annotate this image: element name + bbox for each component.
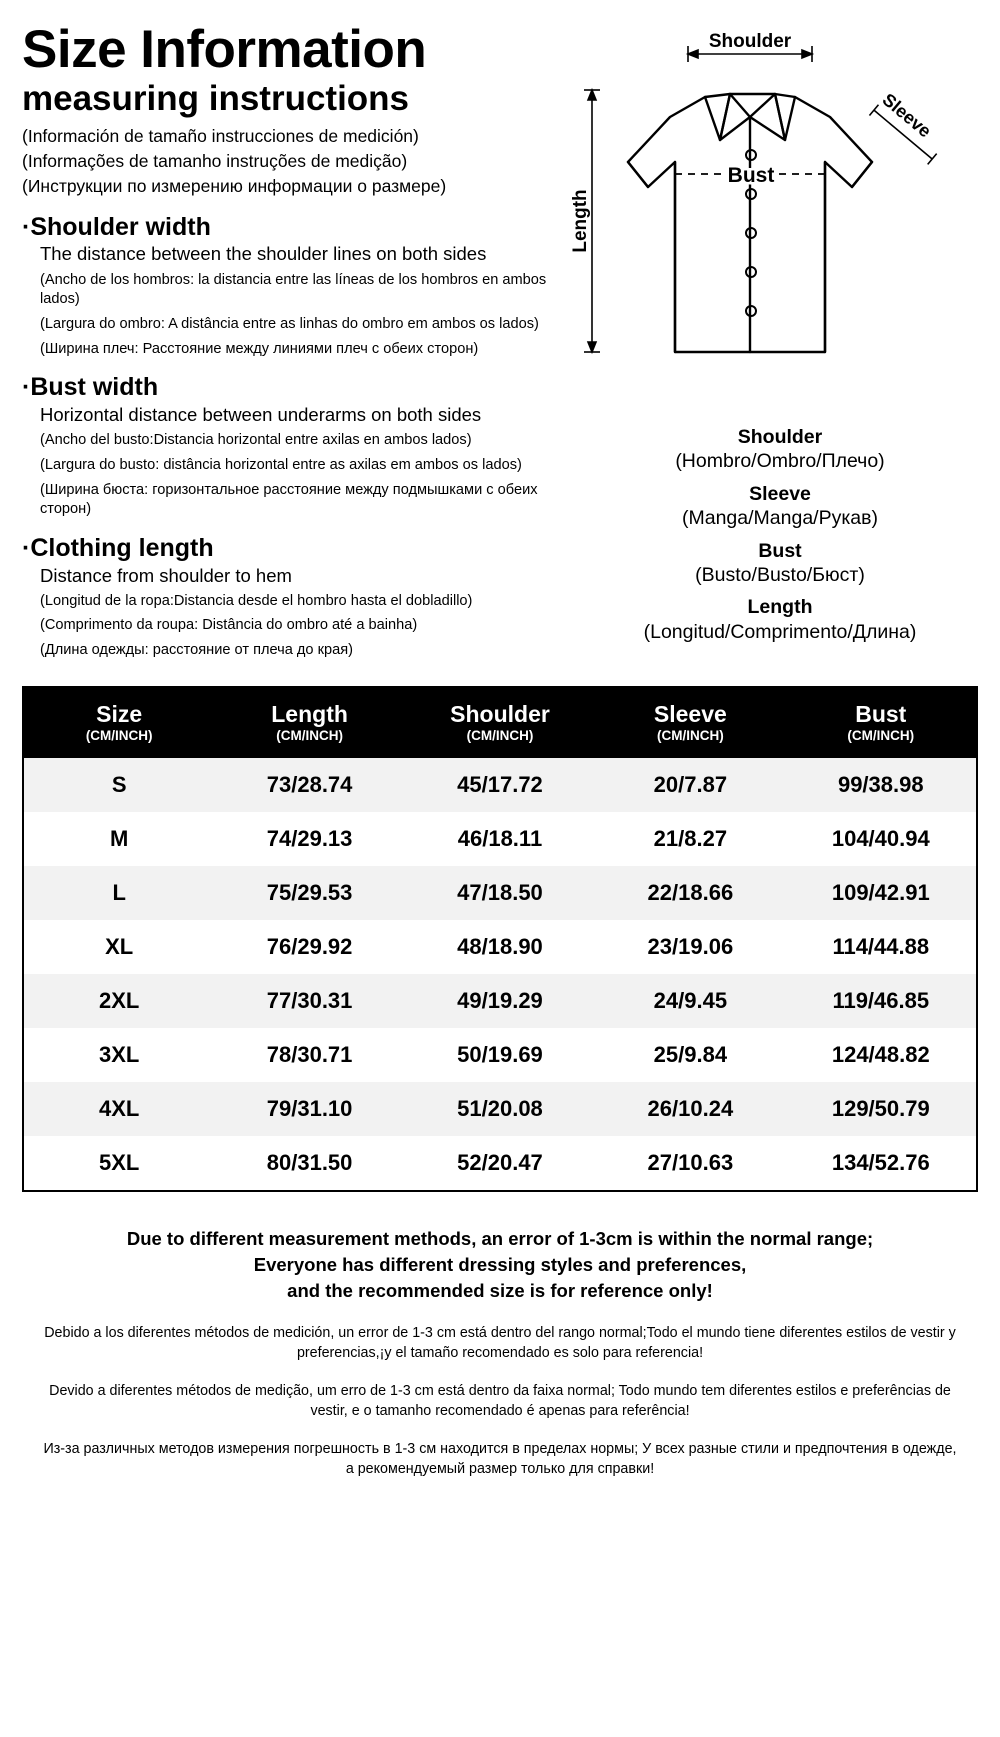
legend-item-sleeve [570, 483, 990, 531]
cell-length: 80/31.50 [214, 1136, 404, 1190]
cell-shoulder: 45/17.72 [405, 758, 595, 812]
cell-bust: 109/42.91 [786, 866, 976, 920]
legend-label: Length [747, 596, 813, 619]
footer-disclaimer [40, 1226, 960, 1479]
legend-translation: (Longitud/Comprimento/Длина) [643, 620, 917, 643]
section-translation-es: (Longitud de la ropa:Distancia desde el hombro hasta el dobladillo) [40, 592, 473, 609]
legend-item-length [570, 596, 990, 644]
cell-bust: 119/46.85 [786, 974, 976, 1028]
cell-shoulder: 51/20.08 [405, 1082, 595, 1136]
disclaimer-line-3: and the recommended size is for reference only! [287, 1280, 713, 1302]
diagram-legend [570, 426, 990, 644]
cell-bust: 114/44.88 [786, 920, 976, 974]
column-unit: (CM/INCH) [656, 728, 724, 744]
column-header-bust [786, 688, 976, 758]
table-header-row [24, 688, 976, 758]
section-translation-ru: (Длина одежды: расстояние от плеча до края) [40, 642, 353, 659]
table-row [24, 974, 976, 1028]
size-table [24, 688, 976, 1190]
column-title: Size [96, 700, 143, 727]
cell-sleeve: 27/10.63 [595, 1136, 785, 1190]
page-subtitle: measuring instructions [22, 78, 410, 118]
cell-length: 76/29.92 [214, 920, 404, 974]
section-translation-pt: (Comprimento da roupa: Distância do ombro até a bainha) [40, 617, 418, 634]
length-callout-label: Length [570, 189, 591, 253]
section-translation-pt: (Largura do ombro: A distância entre as linhas do ombro em ambos os lados) [40, 315, 539, 332]
cell-sleeve: 20/7.87 [595, 758, 785, 812]
section-shoulder-width [22, 213, 570, 360]
table-row [24, 866, 976, 920]
section-description: Distance from shoulder to hem [40, 564, 292, 586]
cell-bust: 134/52.76 [786, 1136, 976, 1190]
cell-bust: 104/40.94 [786, 812, 976, 866]
cell-sleeve: 23/19.06 [595, 920, 785, 974]
cell-shoulder: 48/18.90 [405, 920, 595, 974]
section-translation-es: (Ancho del busto:Distancia horizontal entre axilas en ambos lados) [40, 432, 472, 449]
legend-label: Bust [758, 539, 802, 562]
column-header-length [214, 688, 404, 758]
table-row [24, 1136, 976, 1190]
disclaimer-line-1: Due to different measurement methods, an error of 1-3cm is within the normal range; [126, 1227, 874, 1249]
cell-length: 73/28.74 [214, 758, 404, 812]
cell-bust: 99/38.98 [786, 758, 976, 812]
section-heading: ·Shoulder width [22, 212, 211, 241]
legend-label: Shoulder [737, 426, 823, 448]
column-title: Shoulder [450, 700, 550, 727]
table-row [24, 1082, 976, 1136]
header-translation-pt: (Informações de tamanho instruções de medição) [22, 150, 408, 171]
column-unit: (CM/INCH) [847, 728, 915, 744]
cell-sleeve: 22/18.66 [595, 866, 785, 920]
legend-translation: (Manga/Manga/Рукав) [682, 507, 878, 530]
instructions-column [22, 22, 570, 666]
column-title: Length [271, 700, 348, 727]
cell-length: 78/30.71 [214, 1028, 404, 1082]
cell-sleeve: 21/8.27 [595, 812, 785, 866]
page-title: Size Information [22, 20, 427, 79]
cell-shoulder: 52/20.47 [405, 1136, 595, 1190]
column-title: Sleeve [653, 700, 727, 727]
column-unit: (CM/INCH) [466, 728, 534, 744]
cell-sleeve: 25/9.84 [595, 1028, 785, 1082]
table-row [24, 920, 976, 974]
cell-shoulder: 50/19.69 [405, 1028, 595, 1082]
cell-size: S [24, 758, 214, 812]
cell-size: L [24, 866, 214, 920]
legend-translation: (Hombro/Ombro/Плечо) [675, 450, 885, 473]
cell-bust: 129/50.79 [786, 1082, 976, 1136]
cell-size: 2XL [24, 974, 214, 1028]
cell-size: M [24, 812, 214, 866]
disclaimer-note-es: Debido a los diferentes métodos de medición, un error de 1-3 cm está dentro del rango normal;Todo el mundo tiene diferentes estilos de vestir y preferencias,¡y el tamaño recomendado es solo para referencia! [44, 1324, 956, 1361]
size-table-head [24, 688, 976, 758]
size-table-body [24, 758, 976, 1190]
section-translation-es: (Ancho de los hombros: la distancia entre las líneas de los hombros en ambos lados) [40, 271, 547, 308]
diagram-column [570, 22, 990, 666]
cell-size: 3XL [24, 1028, 214, 1082]
cell-length: 75/29.53 [214, 866, 404, 920]
legend-item-bust [570, 540, 990, 588]
cell-length: 77/30.31 [214, 974, 404, 1028]
table-row [24, 1028, 976, 1082]
shirt-diagram [570, 22, 990, 422]
cell-length: 79/31.10 [214, 1082, 404, 1136]
table-row [24, 758, 976, 812]
disclaimer-note-ru: Из-за различных методов измерения погрешность в 1-3 см находится в пределах нормы; У всех разные стили и предпочтения в одежде, а рекомендуемый размер только для справки! [43, 1440, 957, 1477]
section-bust-width [22, 373, 570, 520]
legend-label: Sleeve [749, 482, 811, 505]
column-header-shoulder [405, 688, 595, 758]
cell-size: 5XL [24, 1136, 214, 1190]
column-unit: (CM/INCH) [85, 728, 153, 744]
column-title: Bust [855, 700, 907, 727]
disclaimer-line-2: Everyone has different dressing styles and preferences, [253, 1254, 747, 1276]
cell-size: 4XL [24, 1082, 214, 1136]
cell-shoulder: 46/18.11 [405, 812, 595, 866]
cell-sleeve: 24/9.45 [595, 974, 785, 1028]
top-section [0, 0, 1000, 666]
size-table-container [22, 686, 978, 1192]
column-header-sleeve [595, 688, 785, 758]
cell-bust: 124/48.82 [786, 1028, 976, 1082]
section-clothing-length [22, 534, 570, 661]
section-translation-ru: (Ширина бюста: горизонтальное расстояние между подмышками с обеих сторон) [40, 481, 538, 518]
section-heading: ·Bust width [22, 373, 159, 402]
section-translation-pt: (Largura do busto: distância horizontal entre as axilas em ambos os lados) [40, 456, 522, 473]
header-translation-es: (Información de tamaño instrucciones de medición) [22, 126, 419, 147]
cell-sleeve: 26/10.24 [595, 1082, 785, 1136]
sleeve-callout-label: Sleeve [878, 89, 936, 142]
column-unit: (CM/INCH) [276, 728, 343, 744]
section-description: Horizontal distance between underarms on both sides [40, 404, 482, 426]
legend-item-shoulder [570, 426, 990, 474]
legend-translation: (Busto/Busto/Бюст) [695, 563, 865, 586]
cell-shoulder: 49/19.29 [405, 974, 595, 1028]
bust-callout-label: Bust [727, 164, 775, 187]
disclaimer-note-pt: Devido a diferentes métodos de medição, um erro de 1-3 cm está dentro da faixa normal; Todo mundo tem diferentes estilos e preferências de vestir, e o tamanho recomendado é apenas para referência! [49, 1382, 951, 1419]
shirt-illustration-svg [570, 22, 990, 422]
cell-size: XL [24, 920, 214, 974]
cell-length: 74/29.13 [214, 812, 404, 866]
section-heading: ·Clothing length [22, 533, 214, 562]
header-translation-ru: (Инструкции по измерению информации о размере) [22, 175, 447, 196]
column-header-size [24, 688, 214, 758]
section-description: The distance between the shoulder lines on both sides [40, 243, 487, 265]
table-row [24, 812, 976, 866]
cell-shoulder: 47/18.50 [405, 866, 595, 920]
section-translation-ru: (Ширина плеч: Расстояние между линиями плеч с обеих сторон) [40, 340, 479, 357]
shoulder-callout-label: Shoulder [708, 31, 792, 52]
